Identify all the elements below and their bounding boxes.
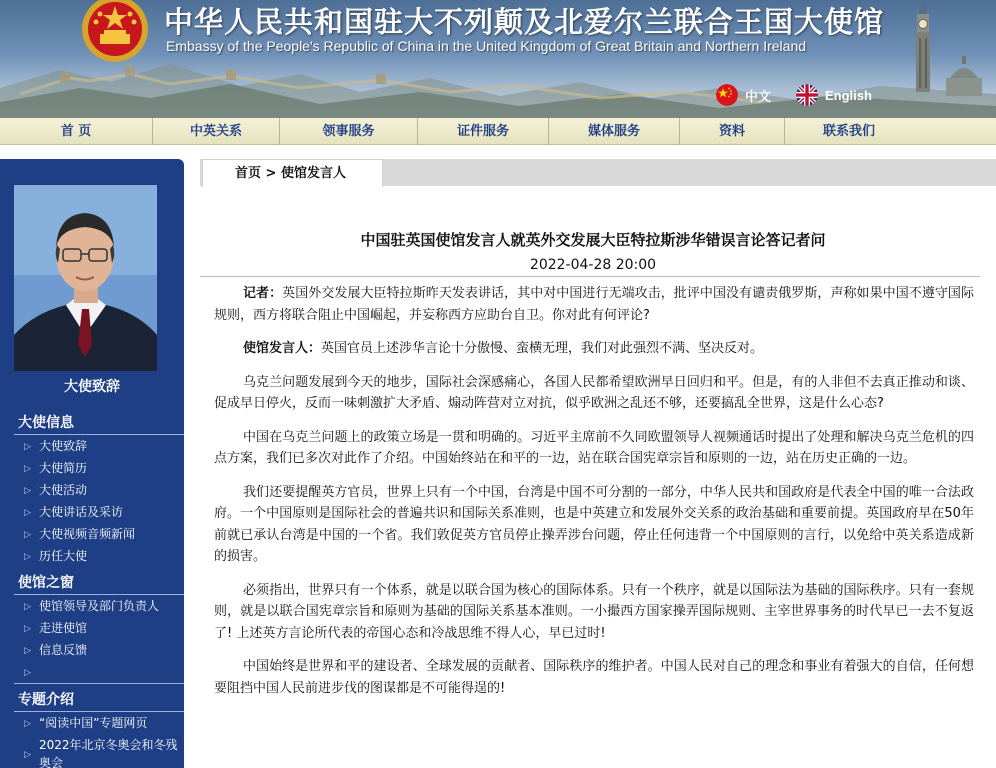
paragraph-text: 我们还要提醒英方官员，世界上只有一个中国，台湾是中国不可分割的一部分，中华人民共和国政府是代表全中国的唯一合法政府。一个中国原则是国际社会的普遍共识和国际关系准则，也是中英建立和发展外交关系的政治基础和重要前提。英国政府早在50年前就已承认台湾是中国的一个省。我们敦促英方官员停止操弄涉台问题，停止任何违背一个中国原则的言行，以免给中英关系造成新的损害。 xyxy=(214,484,974,564)
sidebar-item-empty[interactable] xyxy=(24,663,179,682)
sidebar-divider xyxy=(14,434,184,435)
sidebar-item-label: 大使简历 xyxy=(39,461,88,475)
arrow-right-icon: ▷ xyxy=(24,552,31,562)
article-date: 2022-04-28 20:00 xyxy=(529,257,657,273)
language-chinese-link[interactable] xyxy=(716,84,771,106)
breadcrumb-current-link[interactable]: 使馆发言人 xyxy=(280,166,346,181)
paragraph-text: 必须指出，世界只有一个体系，就是以联合国为核心的国际体系。只有一个秩序，就是以国际法为基础的国际秩序。只有一套规则，就是以联合国宪章宗旨和原则为基础的国际关系基本准则。一小撮西方国家操弄国际规则、主宰世界事务的时代早已一去不复返了! 上述英方言论所代表的帝国心态和冷战思维不得人心，早已过时! xyxy=(214,582,974,641)
header-banner xyxy=(0,0,996,118)
breadcrumb-separator: > xyxy=(265,166,277,181)
sidebar-item-reading-china[interactable] xyxy=(24,714,179,733)
arrow-right-icon: ▷ xyxy=(24,602,31,612)
paragraph-speaker: 记者： xyxy=(243,286,283,301)
big-ben-illustration xyxy=(908,0,938,92)
paragraph-speaker: 使馆发言人： xyxy=(243,341,322,356)
national-emblem-icon xyxy=(80,0,150,64)
arrow-right-icon: ▷ xyxy=(24,668,31,678)
sidebar-section-special-topics: 专题介绍 xyxy=(18,692,74,708)
sidebar-item-label: 历任大使 xyxy=(39,549,88,563)
sidebar-item-label: 2022年北京冬奥会和冬残奥会 xyxy=(39,738,178,768)
sidebar xyxy=(0,159,184,768)
paragraph-text: 中国在乌克兰问题上的政策立场是一贯和明确的。习近平主席前不久同欧盟领导人视频通话时提出了处理和解决乌克兰危机的四点方案，我们已多次对此作了介绍。中国始终站在和平的一边，站在联合国宪章宗旨和原则的一边，站在历史正确的一边。 xyxy=(214,429,974,466)
article-divider xyxy=(200,276,980,277)
sidebar-item-label: 大使致辞 xyxy=(39,439,88,453)
sidebar-item-label: 大使活动 xyxy=(39,483,88,497)
main-nav xyxy=(0,118,996,145)
nav-item-document-services[interactable]: 证件服务 xyxy=(418,118,549,145)
sidebar-item-about-embassy[interactable] xyxy=(24,619,179,638)
nav-item-media-services[interactable]: 媒体服务 xyxy=(549,118,680,145)
article-paragraph xyxy=(214,338,974,360)
article-paragraph xyxy=(214,372,974,415)
arrow-right-icon: ▷ xyxy=(24,750,31,760)
sidebar-item-label: 使馆领导及部门负责人 xyxy=(39,599,160,613)
sidebar-item-former-ambassadors[interactable] xyxy=(24,547,179,566)
sidebar-section-embassy-window: 使馆之窗 xyxy=(18,575,74,591)
arrow-right-icon: ▷ xyxy=(24,646,31,656)
ambassador-portrait[interactable] xyxy=(14,185,157,371)
sidebar-item-ambassador-message[interactable] xyxy=(24,437,179,456)
paragraph-text: 英国官员上述涉华言论十分傲慢、蛮横无理，我们对此强烈不满、坚决反对。 xyxy=(321,341,764,356)
nav-item-china-uk-relations[interactable]: 中英关系 xyxy=(153,118,280,145)
cathedral-dome-illustration xyxy=(940,56,988,96)
arrow-right-icon: ▷ xyxy=(24,442,31,452)
sidebar-item-label: 信息反馈 xyxy=(39,643,88,657)
nav-item-consular-services[interactable]: 领事服务 xyxy=(280,118,418,145)
article-paragraph xyxy=(214,656,974,699)
arrow-right-icon: ▷ xyxy=(24,508,31,518)
sidebar-item-beijing-2022-olympics[interactable] xyxy=(24,736,179,768)
article-body xyxy=(214,283,974,711)
sidebar-item-ambassador-biography[interactable] xyxy=(24,459,179,478)
embassy-title-chinese: 中华人民共和国驻大不列颠及北爱尔兰联合王国大使馆 xyxy=(164,5,885,39)
sidebar-item-feedback[interactable] xyxy=(24,641,179,660)
article-paragraph xyxy=(214,580,974,645)
arrow-right-icon: ▷ xyxy=(24,464,31,474)
sidebar-item-embassy-leaders[interactable] xyxy=(24,597,179,616)
sidebar-item-ambassador-activities[interactable] xyxy=(24,481,179,500)
nav-item-contact-us[interactable]: 联系我们 xyxy=(822,124,875,139)
sidebar-item-label: 走进使馆 xyxy=(39,621,88,635)
article-paragraph xyxy=(214,283,974,326)
nav-item-resources[interactable]: 资料 xyxy=(680,118,785,145)
breadcrumb-home-link[interactable]: 首页 xyxy=(235,166,262,181)
arrow-right-icon: ▷ xyxy=(24,719,31,729)
uk-flag-icon xyxy=(796,84,818,106)
arrow-right-icon: ▷ xyxy=(24,624,31,634)
embassy-title-english: Embassy of the People's Republic of China in the United Kingdom of Great Britain and Northern Ireland xyxy=(166,38,807,54)
breadcrumb xyxy=(202,159,383,187)
article-title: 中国驻英国使馆发言人就英外交发展大臣特拉斯涉华错误言论答记者问 xyxy=(360,231,826,249)
paragraph-text: 中国始终是世界和平的建设者、全球发展的贡献者、国际秩序的维护者。中国人民对自己的理念和事业有着强大的自信，任何想要阻挡中国人民前进步伐的图谋都是不可能得逞的! xyxy=(214,659,974,696)
china-flag-icon xyxy=(716,84,738,106)
language-chinese-label: 中文 xyxy=(745,88,772,104)
sidebar-divider xyxy=(14,711,184,712)
sidebar-item-label: 大使视频音频新闻 xyxy=(39,527,136,541)
sidebar-section-ambassador-info: 大使信息 xyxy=(18,415,74,431)
ambassador-photo xyxy=(14,185,157,371)
paragraph-text: 英国外交发展大臣特拉斯昨天发表讲话，其中对中国进行无端攻击，批评中国没有谴责俄罗斯，声称如果中国不遵守国际规则，西方将联合阻止中国崛起，并妄称西方应助台自卫。你对此有何评论? xyxy=(214,286,974,323)
nav-item-home[interactable]: 首 页 xyxy=(0,118,153,145)
arrow-right-icon: ▷ xyxy=(24,530,31,540)
sidebar-item-video-audio-news[interactable] xyxy=(24,525,179,544)
paragraph-text: 乌克兰问题发展到今天的地步，国际社会深感痛心，各国人民都希望欧洲早日回归和平。但是，有的人非但不去真正推动和谈、促成早日停火，反而一味刺激扩大矛盾、煽动阵营对立对抗，似乎欧洲之乱还不够，还要搞乱全世界，这是什么心态? xyxy=(214,374,974,411)
arrow-right-icon: ▷ xyxy=(24,486,31,496)
portrait-caption[interactable]: 大使致辞 xyxy=(64,379,120,395)
sidebar-item-speeches-interviews[interactable] xyxy=(24,503,179,522)
article-paragraph xyxy=(214,427,974,470)
article-paragraph xyxy=(214,482,974,568)
sidebar-item-label: 大使讲话及采访 xyxy=(39,505,124,519)
language-english-link[interactable] xyxy=(796,84,872,106)
sidebar-divider xyxy=(14,683,184,684)
sidebar-item-label: “阅读中国”专题网页 xyxy=(39,716,148,730)
language-english-label: English xyxy=(825,87,872,103)
sidebar-divider xyxy=(14,594,184,595)
